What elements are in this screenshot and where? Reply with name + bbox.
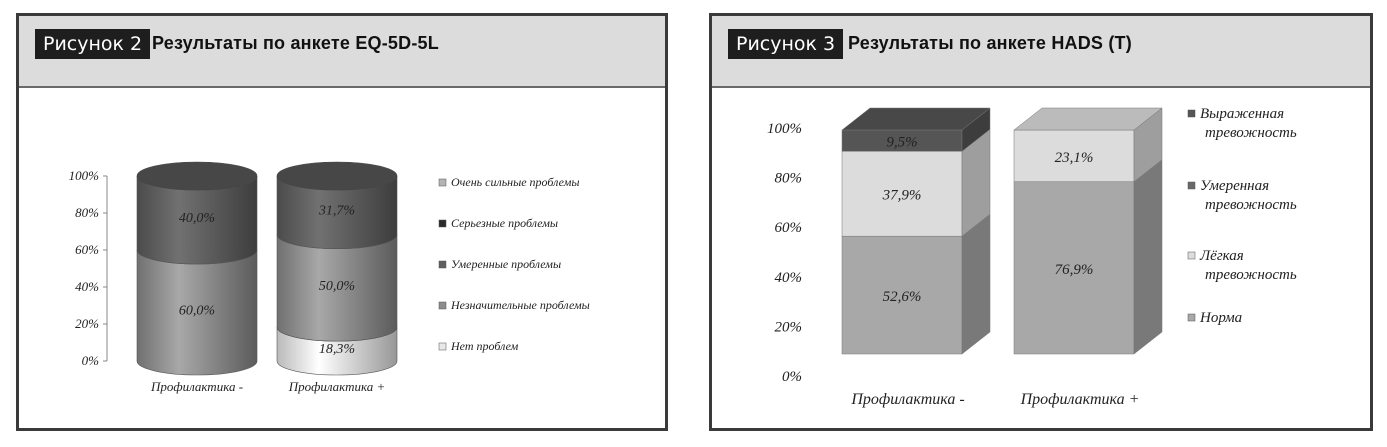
legend-label: Незначительные проблемы xyxy=(451,298,590,312)
data-label: 76,9% xyxy=(1054,261,1094,278)
data-label: 50,0% xyxy=(318,278,356,294)
legend-label: Выраженная тревожность xyxy=(1200,106,1297,141)
y-tick-label: 40% xyxy=(774,269,802,286)
legend-label: Серьезные проблемы xyxy=(451,216,559,230)
data-label: 37,9% xyxy=(882,187,922,204)
y-tick-label: 100% xyxy=(68,168,99,183)
bar-side-face xyxy=(962,214,990,354)
legend-label: Умеренная тревожность xyxy=(1200,178,1297,213)
y-tick-label: 20% xyxy=(75,316,99,331)
legend-label: Норма xyxy=(1200,310,1243,326)
legend-swatch xyxy=(1188,252,1195,259)
data-label: 9,5% xyxy=(886,134,918,151)
legend-swatch xyxy=(439,343,446,350)
figure-label: Рисунок 2 xyxy=(35,29,150,59)
legend-swatch xyxy=(439,220,446,227)
data-label: 52,6% xyxy=(882,289,922,306)
y-tick-label: 0% xyxy=(782,369,802,385)
figure-label: Рисунок 3 xyxy=(728,29,843,59)
legend-swatch xyxy=(439,302,446,309)
legend-label: Умеренные проблемы xyxy=(451,257,562,271)
legend-swatch xyxy=(1188,110,1195,117)
y-tick-label: 40% xyxy=(75,279,99,294)
x-tick-label: Профилактика - xyxy=(150,379,244,394)
legend-label: Нет проблем xyxy=(451,339,519,353)
y-tick-label: 80% xyxy=(75,205,99,220)
data-label: 40,0% xyxy=(178,211,216,226)
legend-label: Очень сильные проблемы xyxy=(451,175,580,189)
chart-title: Результаты по анкете EQ-5D-5L xyxy=(152,33,439,53)
y-tick-label: 80% xyxy=(774,170,802,187)
data-label: 18,3% xyxy=(318,342,356,358)
chart-header xyxy=(712,16,1370,88)
legend-swatch xyxy=(1188,182,1195,189)
chart-panel-eq5d xyxy=(16,13,668,431)
chart-panel-hads xyxy=(709,13,1373,431)
chart-header xyxy=(19,16,665,88)
data-label: 23,1% xyxy=(1054,149,1094,166)
legend-swatch xyxy=(1188,314,1195,321)
chart-plot-eq5d xyxy=(19,88,665,428)
bar-top-cap xyxy=(277,162,397,190)
y-tick-label: 20% xyxy=(774,319,802,336)
x-tick-label: Профилактика + xyxy=(1020,391,1140,408)
x-tick-label: Профилактика - xyxy=(851,391,965,408)
chart-title: Результаты по анкете HADS (T) xyxy=(848,33,1132,53)
x-tick-label: Профилактика + xyxy=(288,379,386,394)
bar-top-cap xyxy=(137,162,257,190)
legend-swatch xyxy=(439,179,446,186)
bar-side-face xyxy=(1134,160,1162,354)
data-label: 60,0% xyxy=(178,303,216,319)
legend-label: Лёгкая тревожность xyxy=(1200,248,1297,283)
y-tick-label: 60% xyxy=(75,242,99,257)
y-tick-label: 100% xyxy=(767,121,802,137)
y-tick-label: 60% xyxy=(774,220,802,237)
chart-plot-hads xyxy=(712,88,1370,428)
y-tick-label: 0% xyxy=(81,353,99,368)
legend-swatch xyxy=(439,261,446,268)
data-label: 31,7% xyxy=(318,203,356,219)
